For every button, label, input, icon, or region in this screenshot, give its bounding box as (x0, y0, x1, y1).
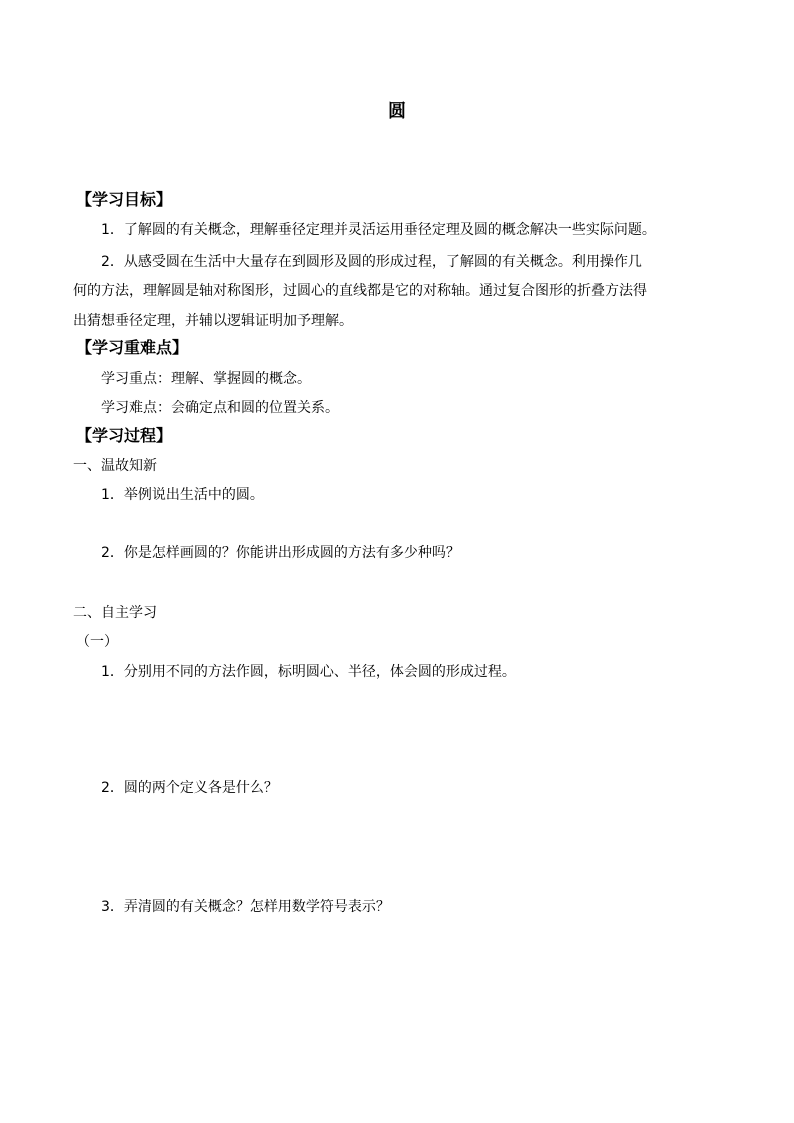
objective-item-1: 1．了解圆的有关概念，理解垂径定理并灵活运用垂径定理及圆的概念解决一些实际问题。 (101, 222, 656, 238)
process-heading: 【学习过程】 (76, 426, 173, 445)
objective-item-2-line-1: 2．从感受圆在生活中大量存在到圆形及圆的形成过程，了解圆的有关概念。利用操作几 (101, 254, 642, 270)
section-2-question-1: 1．分别用不同的方法作圆，标明圆心、半径，体会圆的形成过程。 (101, 664, 516, 680)
key-point-focus: 学习重点：理解、掌握圆的概念。 (101, 371, 311, 387)
section-1-title: 一、温故知新 (73, 458, 157, 474)
section-2-title: 二、自主学习 (73, 605, 157, 621)
objectives-heading: 【学习目标】 (76, 190, 173, 209)
section-2-question-3: 3．弄清圆的有关概念？怎样用数学符号表示？ (101, 899, 390, 915)
objective-item-2-line-2: 何的方法，理解圆是轴对称图形，过圆心的直线都是它的对称轴。通过复合图形的折叠方法得 (73, 283, 647, 299)
key-point-difficulty: 学习难点：会确定点和圆的位置关系。 (101, 400, 339, 416)
objective-item-2-line-3: 出猜想垂径定理，并辅以逻辑证明加予理解。 (73, 313, 353, 329)
section-1-question-1: 1．举例说出生活中的圆。 (101, 487, 264, 503)
section-1-question-2: 2．你是怎样画圆的？你能讲出形成圆的方法有多少种吗？ (101, 545, 460, 561)
key-points-heading: 【学习重难点】 (76, 338, 189, 357)
section-2-subsection: （一） (76, 634, 118, 650)
section-2-question-2: 2．圆的两个定义各是什么？ (101, 780, 278, 796)
page-title: 圆 (388, 101, 406, 122)
